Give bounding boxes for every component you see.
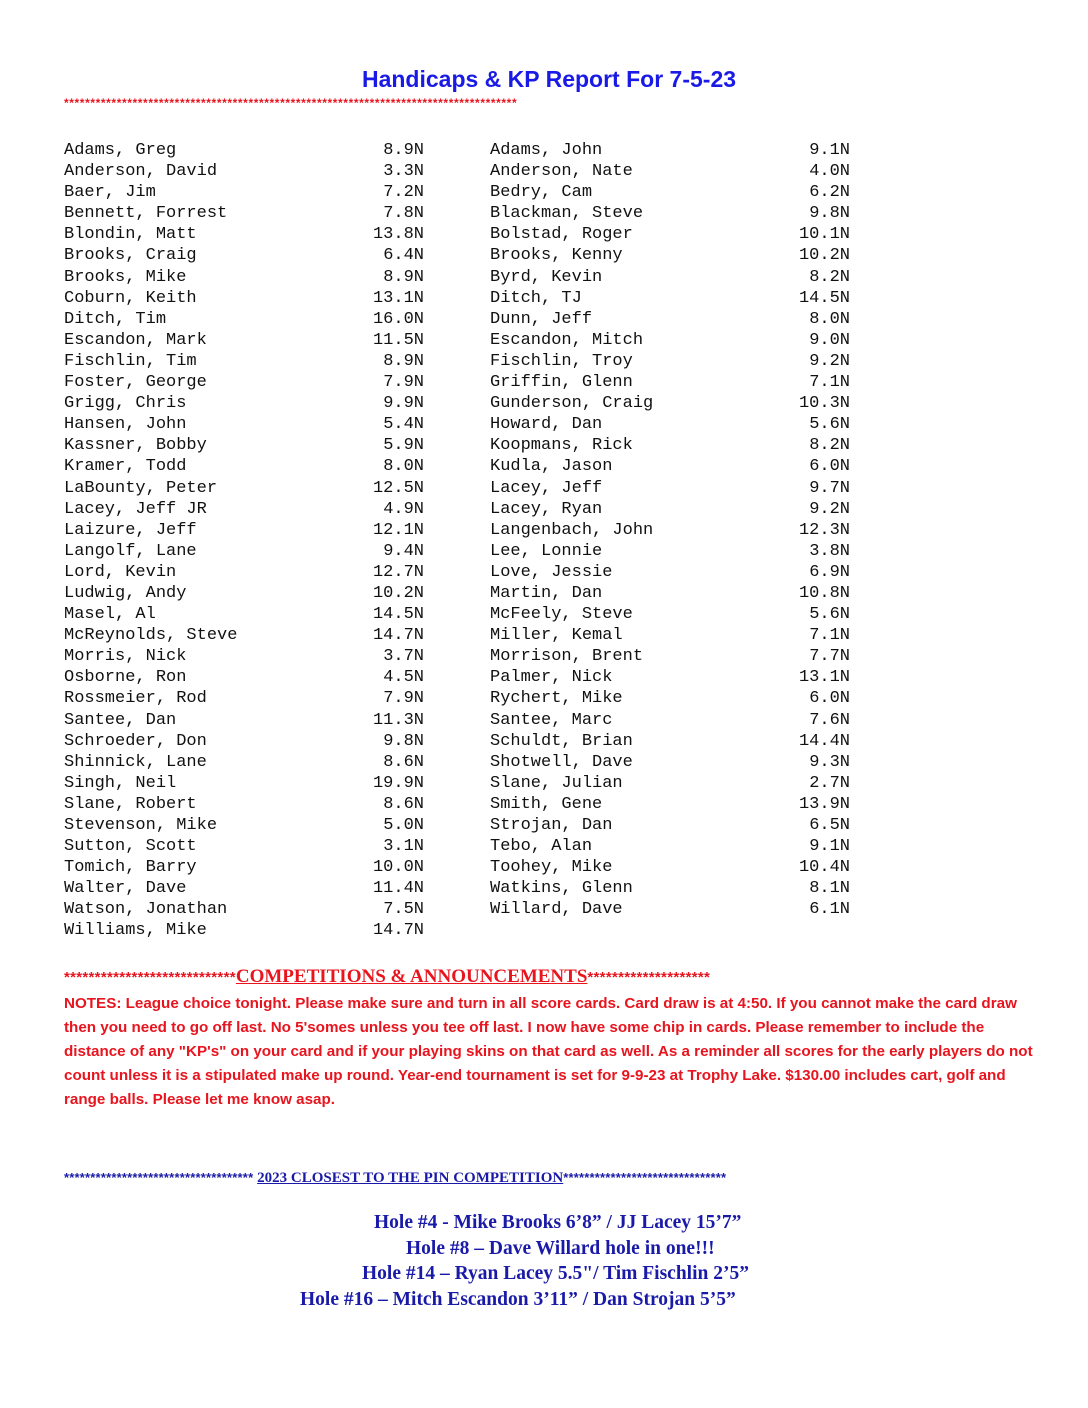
ctp-hole-14: Hole #14 – Ryan Lacey 5.5"/ Tim Fischlin 2’5” bbox=[362, 1263, 749, 1284]
handicap-row bbox=[490, 583, 850, 604]
handicap-row bbox=[490, 731, 850, 752]
handicap-row bbox=[64, 288, 424, 309]
player-name: Santee, Marc bbox=[490, 710, 613, 730]
player-name: Adams, John bbox=[490, 141, 603, 160]
player-handicap: 3.8N bbox=[809, 541, 850, 561]
player-name: Howard, Dan bbox=[490, 415, 603, 435]
handicap-row bbox=[64, 646, 424, 667]
player-name: Lacey, Jeff bbox=[490, 478, 603, 498]
player-handicap: 7.1N bbox=[809, 373, 850, 393]
player-handicap: 10.0N bbox=[372, 858, 424, 878]
player-handicap: 9.0N bbox=[809, 330, 850, 350]
player-handicap: 9.1N bbox=[809, 141, 850, 160]
player-name: Griffin, Glenn bbox=[490, 373, 633, 393]
handicap-row bbox=[490, 224, 850, 245]
handicap-row bbox=[490, 836, 850, 857]
player-name: Shinnick, Lane bbox=[64, 752, 207, 772]
player-name: Gunderson, Craig bbox=[490, 394, 654, 414]
player-handicap: 4.9N bbox=[383, 499, 424, 519]
player-handicap: 4.0N bbox=[809, 162, 850, 182]
player-handicap: 13.1N bbox=[372, 288, 424, 308]
handicap-row bbox=[64, 456, 424, 477]
handicap-row bbox=[490, 688, 850, 709]
player-handicap: 7.8N bbox=[383, 204, 424, 224]
player-name: Coburn, Keith bbox=[64, 288, 197, 308]
player-name: Bedry, Cam bbox=[490, 183, 593, 203]
player-name: Lacey, Jeff JR bbox=[64, 499, 207, 519]
handicap-row bbox=[64, 161, 424, 182]
player-name: Rychert, Mike bbox=[490, 689, 623, 709]
handicap-row bbox=[64, 710, 424, 731]
player-name: Brooks, Craig bbox=[64, 246, 197, 266]
player-name: Brooks, Mike bbox=[64, 267, 187, 287]
player-handicap: 7.9N bbox=[383, 373, 424, 393]
player-name: Slane, Robert bbox=[64, 794, 197, 814]
player-name: Schuldt, Brian bbox=[490, 731, 633, 751]
player-handicap: 9.3N bbox=[809, 752, 850, 772]
handicap-row bbox=[490, 794, 850, 815]
ctp-heading-text: 2023 CLOSEST TO THE PIN COMPETITION bbox=[257, 1170, 564, 1186]
handicap-row bbox=[490, 604, 850, 625]
handicap-row bbox=[490, 752, 850, 773]
player-handicap: 5.6N bbox=[809, 605, 850, 625]
handicap-row bbox=[64, 478, 424, 499]
player-name: Rossmeier, Rod bbox=[64, 689, 207, 709]
player-name: Sutton, Scott bbox=[64, 837, 197, 857]
handicap-row bbox=[490, 414, 850, 435]
player-name: Adams, Greg bbox=[64, 141, 177, 160]
handicap-row bbox=[490, 393, 850, 414]
player-name: Watson, Jonathan bbox=[64, 900, 228, 920]
player-name: Masel, Al bbox=[64, 605, 156, 625]
handicap-row bbox=[490, 267, 850, 288]
competitions-heading bbox=[64, 966, 1064, 988]
player-name: Dunn, Jeff bbox=[490, 309, 593, 329]
player-handicap: 5.0N bbox=[383, 816, 424, 835]
handicap-row bbox=[490, 625, 850, 646]
player-handicap: 16.0N bbox=[372, 309, 424, 329]
player-handicap: 10.2N bbox=[798, 246, 850, 266]
handicap-row bbox=[490, 878, 850, 899]
player-name: Langenbach, John bbox=[490, 520, 654, 540]
player-name: Escandon, Mitch bbox=[490, 330, 644, 350]
player-name: LaBounty, Peter bbox=[64, 478, 218, 498]
handicap-row bbox=[490, 520, 850, 541]
handicap-row bbox=[64, 351, 424, 372]
player-name: Koopmans, Rick bbox=[490, 436, 633, 456]
player-name: Ditch, Tim bbox=[64, 309, 167, 329]
player-name: Byrd, Kevin bbox=[490, 267, 603, 287]
player-handicap: 3.1N bbox=[383, 837, 424, 857]
handicap-row bbox=[490, 562, 850, 583]
handicap-row bbox=[490, 899, 850, 920]
handicap-row bbox=[490, 372, 850, 393]
player-handicap: 9.9N bbox=[383, 394, 424, 414]
player-handicap: 9.2N bbox=[809, 351, 850, 371]
player-name: Willard, Dave bbox=[490, 900, 623, 920]
player-name: Ludwig, Andy bbox=[64, 583, 187, 603]
player-name: Blondin, Matt bbox=[64, 225, 197, 245]
handicap-row bbox=[64, 583, 424, 604]
player-name: Williams, Mike bbox=[64, 921, 207, 941]
player-handicap: 9.8N bbox=[383, 731, 424, 751]
player-handicap: 5.6N bbox=[809, 415, 850, 435]
player-handicap: 9.4N bbox=[383, 541, 424, 561]
player-name: Blackman, Steve bbox=[490, 204, 644, 224]
player-name: Singh, Neil bbox=[64, 773, 177, 793]
handicap-row bbox=[490, 351, 850, 372]
player-handicap: 13.1N bbox=[798, 668, 850, 688]
player-name: Stevenson, Mike bbox=[64, 816, 218, 835]
handicap-list-right bbox=[490, 140, 850, 920]
player-handicap: 10.8N bbox=[798, 583, 850, 603]
player-handicap: 14.7N bbox=[372, 921, 424, 941]
player-handicap: 5.4N bbox=[383, 415, 424, 435]
handicap-row bbox=[64, 224, 424, 245]
player-handicap: 12.7N bbox=[372, 562, 424, 582]
handicap-row bbox=[490, 309, 850, 330]
handicap-row bbox=[490, 773, 850, 794]
handicap-row bbox=[490, 435, 850, 456]
player-name: Strojan, Dan bbox=[490, 816, 613, 835]
handicap-row bbox=[490, 499, 850, 520]
handicap-row bbox=[64, 203, 424, 224]
player-handicap: 7.1N bbox=[809, 626, 850, 646]
player-handicap: 8.9N bbox=[383, 141, 424, 160]
player-handicap: 11.5N bbox=[372, 330, 424, 350]
player-name: Schroeder, Don bbox=[64, 731, 207, 751]
player-handicap: 14.7N bbox=[372, 626, 424, 646]
player-name: Lee, Lonnie bbox=[490, 541, 603, 561]
handicap-row bbox=[490, 815, 850, 836]
handicap-row bbox=[64, 899, 424, 920]
player-name: Tomich, Barry bbox=[64, 858, 197, 878]
player-name: Lord, Kevin bbox=[64, 562, 177, 582]
player-name: Fischlin, Troy bbox=[490, 351, 633, 371]
player-name: Slane, Julian bbox=[490, 773, 623, 793]
handicap-row bbox=[64, 836, 424, 857]
player-name: Osborne, Ron bbox=[64, 668, 187, 688]
ctp-hole-16: Hole #16 – Mitch Escandon 3’11” / Dan Strojan 5’5” bbox=[300, 1289, 736, 1310]
report-title: Handicaps & KP Report For 7-5-23 bbox=[361, 66, 737, 92]
player-handicap: 7.9N bbox=[383, 689, 424, 709]
player-name: Bolstad, Roger bbox=[490, 225, 633, 245]
player-handicap: 13.8N bbox=[372, 225, 424, 245]
handicap-row bbox=[64, 625, 424, 646]
handicap-row bbox=[490, 330, 850, 351]
ctp-hole-4: Hole #4 - Mike Brooks 6’8” / JJ Lacey 15’7” bbox=[374, 1212, 742, 1233]
handicap-row bbox=[490, 288, 850, 309]
player-name: Tebo, Alan bbox=[490, 837, 593, 857]
player-handicap: 4.5N bbox=[383, 668, 424, 688]
handicap-row bbox=[64, 267, 424, 288]
player-handicap: 7.2N bbox=[383, 183, 424, 203]
player-name: Miller, Kemal bbox=[490, 626, 623, 646]
handicap-row bbox=[64, 667, 424, 688]
handicap-row bbox=[490, 478, 850, 499]
player-handicap: 10.3N bbox=[798, 394, 850, 414]
player-name: Watkins, Glenn bbox=[490, 879, 633, 899]
player-handicap: 10.2N bbox=[372, 583, 424, 603]
handicap-row bbox=[64, 815, 424, 836]
handicap-row bbox=[64, 562, 424, 583]
competitions-heading-text: COMPETITIONS & ANNOUNCEMENTS bbox=[235, 966, 588, 987]
handicap-row bbox=[64, 499, 424, 520]
handicap-row bbox=[490, 140, 850, 161]
player-handicap: 10.4N bbox=[798, 858, 850, 878]
player-handicap: 3.7N bbox=[383, 647, 424, 667]
player-handicap: 2.7N bbox=[809, 773, 850, 793]
player-name: Kudla, Jason bbox=[490, 457, 613, 477]
player-handicap: 8.0N bbox=[383, 457, 424, 477]
handicap-row bbox=[490, 161, 850, 182]
player-handicap: 8.2N bbox=[809, 267, 850, 287]
handicap-row bbox=[64, 773, 424, 794]
player-name: Fischlin, Tim bbox=[64, 351, 197, 371]
player-name: Brooks, Kenny bbox=[490, 246, 623, 266]
player-name: Shotwell, Dave bbox=[490, 752, 633, 772]
player-handicap: 6.1N bbox=[809, 900, 850, 920]
handicap-row bbox=[490, 182, 850, 203]
handicap-row bbox=[64, 794, 424, 815]
player-handicap: 8.9N bbox=[383, 351, 424, 371]
handicap-list-left bbox=[64, 140, 424, 942]
competitions-stars-right: ******************** bbox=[587, 969, 711, 986]
player-handicap: 12.5N bbox=[372, 478, 424, 498]
player-handicap: 7.5N bbox=[383, 900, 424, 920]
player-name: Grigg, Chris bbox=[64, 394, 187, 414]
player-handicap: 19.9N bbox=[372, 773, 424, 793]
announcement-notes: NOTES: League choice tonight. Please make sure and turn in all score cards. Card draw is at 4:50. If you cannot make the card draw then you need to go off last. No 5'somes unless you tee off last. I now have some chip in cards. Please remember to include the distance of any "KP's" on your card and if your playing skins on that card as well. As a reminder all scores for the early players do not count unless it is a stipulated make up round. Year-end tournament is set for 9-9-23 at Trophy Lake. $130.00 includes cart, golf and range balls. Please let me know asap. bbox=[64, 995, 1033, 1108]
handicap-row bbox=[64, 688, 424, 709]
player-name: Escandon, Mark bbox=[64, 330, 207, 350]
player-name: Ditch, TJ bbox=[490, 288, 582, 308]
player-handicap: 8.9N bbox=[383, 267, 424, 287]
player-handicap: 14.4N bbox=[798, 731, 850, 751]
handicap-row bbox=[64, 372, 424, 393]
handicap-row bbox=[64, 309, 424, 330]
player-name: Baer, Jim bbox=[64, 183, 156, 203]
player-handicap: 7.7N bbox=[809, 647, 850, 667]
player-handicap: 13.9N bbox=[798, 794, 850, 814]
handicap-row bbox=[490, 456, 850, 477]
handicap-row bbox=[64, 330, 424, 351]
ctp-stars-left: ************************************ bbox=[64, 1170, 258, 1185]
player-handicap: 11.3N bbox=[372, 710, 424, 730]
player-name: Laizure, Jeff bbox=[64, 520, 197, 540]
player-name: Morris, Nick bbox=[64, 647, 187, 667]
player-handicap: 11.4N bbox=[372, 879, 424, 899]
player-name: Foster, George bbox=[64, 373, 207, 393]
player-handicap: 9.7N bbox=[809, 478, 850, 498]
handicap-row bbox=[490, 857, 850, 878]
handicap-row bbox=[64, 414, 424, 435]
handicap-row bbox=[64, 541, 424, 562]
player-handicap: 8.6N bbox=[383, 752, 424, 772]
player-handicap: 6.4N bbox=[383, 246, 424, 266]
handicap-row bbox=[490, 646, 850, 667]
player-name: Langolf, Lane bbox=[64, 541, 197, 561]
player-handicap: 5.9N bbox=[383, 436, 424, 456]
player-name: Walter, Dave bbox=[64, 879, 187, 899]
player-name: Santee, Dan bbox=[64, 710, 177, 730]
player-handicap: 6.9N bbox=[809, 562, 850, 582]
player-name: Toohey, Mike bbox=[490, 858, 613, 878]
ctp-stars-right: ******************************* bbox=[563, 1170, 727, 1185]
player-handicap: 6.2N bbox=[809, 183, 850, 203]
handicap-row bbox=[64, 920, 424, 941]
title-divider: ************************************************************************************** bbox=[64, 96, 518, 110]
handicap-row bbox=[490, 541, 850, 562]
player-name: Love, Jessie bbox=[490, 562, 613, 582]
player-name: Anderson, Nate bbox=[490, 162, 633, 182]
player-name: Hansen, John bbox=[64, 415, 187, 435]
player-handicap: 6.5N bbox=[809, 816, 850, 835]
player-handicap: 10.1N bbox=[798, 225, 850, 245]
player-name: Anderson, David bbox=[64, 162, 218, 182]
player-name: Lacey, Ryan bbox=[490, 499, 603, 519]
player-handicap: 14.5N bbox=[372, 605, 424, 625]
player-handicap: 6.0N bbox=[809, 457, 850, 477]
handicap-row bbox=[64, 878, 424, 899]
player-handicap: 6.0N bbox=[809, 689, 850, 709]
handicap-row bbox=[490, 667, 850, 688]
player-handicap: 8.2N bbox=[809, 436, 850, 456]
handicap-row bbox=[64, 245, 424, 266]
ctp-hole-8: Hole #8 – Dave Willard hole in one!!! bbox=[406, 1238, 715, 1259]
player-name: Kramer, Todd bbox=[64, 457, 187, 477]
player-name: McFeely, Steve bbox=[490, 605, 633, 625]
player-handicap: 8.0N bbox=[809, 309, 850, 329]
player-name: Palmer, Nick bbox=[490, 668, 613, 688]
player-handicap: 7.6N bbox=[809, 710, 850, 730]
handicap-row bbox=[64, 731, 424, 752]
handicap-row bbox=[64, 140, 424, 161]
player-handicap: 8.6N bbox=[383, 794, 424, 814]
closest-to-pin-heading bbox=[64, 1170, 1054, 1187]
handicap-row bbox=[64, 182, 424, 203]
player-name: McReynolds, Steve bbox=[64, 626, 238, 646]
player-name: Bennett, Forrest bbox=[64, 204, 228, 224]
player-handicap: 3.3N bbox=[383, 162, 424, 182]
player-handicap: 14.5N bbox=[798, 288, 850, 308]
handicap-row bbox=[64, 857, 424, 878]
handicap-row bbox=[490, 245, 850, 266]
player-name: Smith, Gene bbox=[490, 794, 603, 814]
handicap-row bbox=[64, 393, 424, 414]
player-handicap: 9.8N bbox=[809, 204, 850, 224]
player-handicap: 9.2N bbox=[809, 499, 850, 519]
player-handicap: 12.1N bbox=[372, 520, 424, 540]
handicap-row bbox=[490, 710, 850, 731]
player-handicap: 8.1N bbox=[809, 879, 850, 899]
player-name: Martin, Dan bbox=[490, 583, 603, 603]
player-name: Morrison, Brent bbox=[490, 647, 644, 667]
handicap-row bbox=[64, 520, 424, 541]
handicap-row bbox=[64, 604, 424, 625]
handicap-row bbox=[64, 435, 424, 456]
player-name: Kassner, Bobby bbox=[64, 436, 207, 456]
player-handicap: 9.1N bbox=[809, 837, 850, 857]
competitions-stars-left: **************************** bbox=[64, 969, 236, 986]
player-handicap: 12.3N bbox=[798, 520, 850, 540]
handicap-row bbox=[64, 752, 424, 773]
handicap-row bbox=[490, 203, 850, 224]
